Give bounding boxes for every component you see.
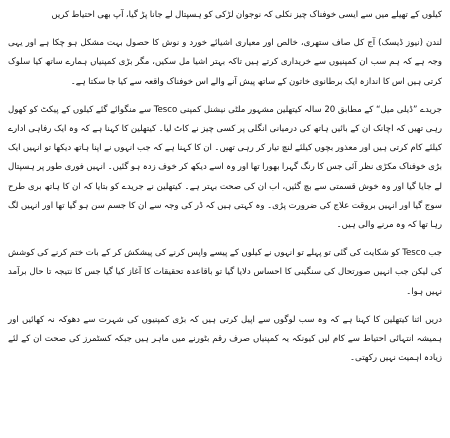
article-headline: کیلوں کے تھیلے میں سے ایسی خوفناک چیز نکلی کہ نوجوان لڑکی کو ہسپتال لے جانا پڑ گیا، آپ بھی احتیاط کریں bbox=[51, 10, 442, 20]
article-paragraph-incident: جریدے ”ڈیلی میل“ کے مطابق 20 سالہ کیتھلین مشہور ملٹی نیشنل کمپنی Tesco سے منگوائے گئے کیلوں کے پیکٹ کو کھول رہی تھیں کہ اچانک ان کے بائیں ہاتھ کی درمیانی انگلی پر کسی چیز نے کاٹ لیا۔ کیتھلین کا کہنا ہے کہ وہ ایک رفاہی ادارے کیلئے کام کرتی ہیں اور معذور بچوں کیلئے لنچ تیار کر رہی تھیں۔ ان کا کہنا ہے کہ جب انہوں نے اپنا ہاتھ دیکھا تو انہیں ایک بڑی خوفناک مکڑی نظر آئی جس کا رنگ گہرا بھورا تھا اور وہ اسے دیکھ کر خوف زدہ ہو گئیں۔ انہیں فوری طور پر ہسپتال لے جایا گیا اور وہ خوش قسمتی سے بچ گئیں، اب ان کی صحت بہتر ہے۔ کیتھلین نے جریدے کو بتایا کہ ان کا ہاتھ بری طرح سوج گیا اور انہیں بروقت علاج کی ضرورت پڑی۔ وہ کہتی ہیں کہ ڈر کی وجہ سے ان کا جسم سن ہو گیا تھا اور انہیں لگ رہا تھا کہ وہ مرنے والی ہیں۔ bbox=[8, 104, 442, 231]
article-paragraph-appeal: دریں اثنا کیتھلین کا کہنا ہے کہ وہ سب لوگوں سے اپیل کرتی ہیں کہ بڑی کمپنیوں کی شہرت سے دھوکہ نہ کھائیں اور ہمیشہ انتہائی احتیاط سے کام لیں کیونکہ یہ کمپنیاں صرف رقم بٹورنے میں ماہر ہیں جبکہ کسٹمرز کی صحت ان کے لئے زیادہ اہمیت نہیں رکھتی۔ bbox=[8, 314, 442, 364]
article-paragraph-complaint: جب Tesco کو شکایت کی گئی تو پہلے تو انہوں نے کیلوں کے پیسے واپس کرنے کی پیشکش کر کے بات ختم کرنے کی کوشش کی لیکن جب انہیں صورتحال کی سنگینی کا احساس دلایا گیا تو باقاعدہ تحقیقات کا آغاز کیا گیا جس کا نتیجہ تا حال برآمد نہیں ہوا۔ bbox=[8, 248, 442, 297]
article-body bbox=[8, 6, 442, 368]
article-paragraph-intro: لندن (نیوز ڈیسک) آج کل صاف ستھری، خالص اور معیاری اشیائے خورد و نوش کا حصول بہت مشکل ہو چکا ہے اور یہی وجہ ہے کہ ہم سب ان کمپنیوں سے خریداری کرتے ہیں تاکہ بہتر اشیا مل سکیں، مگر بڑی کمپنیاں ہمارے ساتھ کیا سلوک کرتی ہیں اس کا اندازہ ایک برطانوی خاتون کے ساتھ پیش آنے والے اس خوفناک واقعہ سے کیا جا سکتا ہے۔ bbox=[8, 38, 442, 87]
